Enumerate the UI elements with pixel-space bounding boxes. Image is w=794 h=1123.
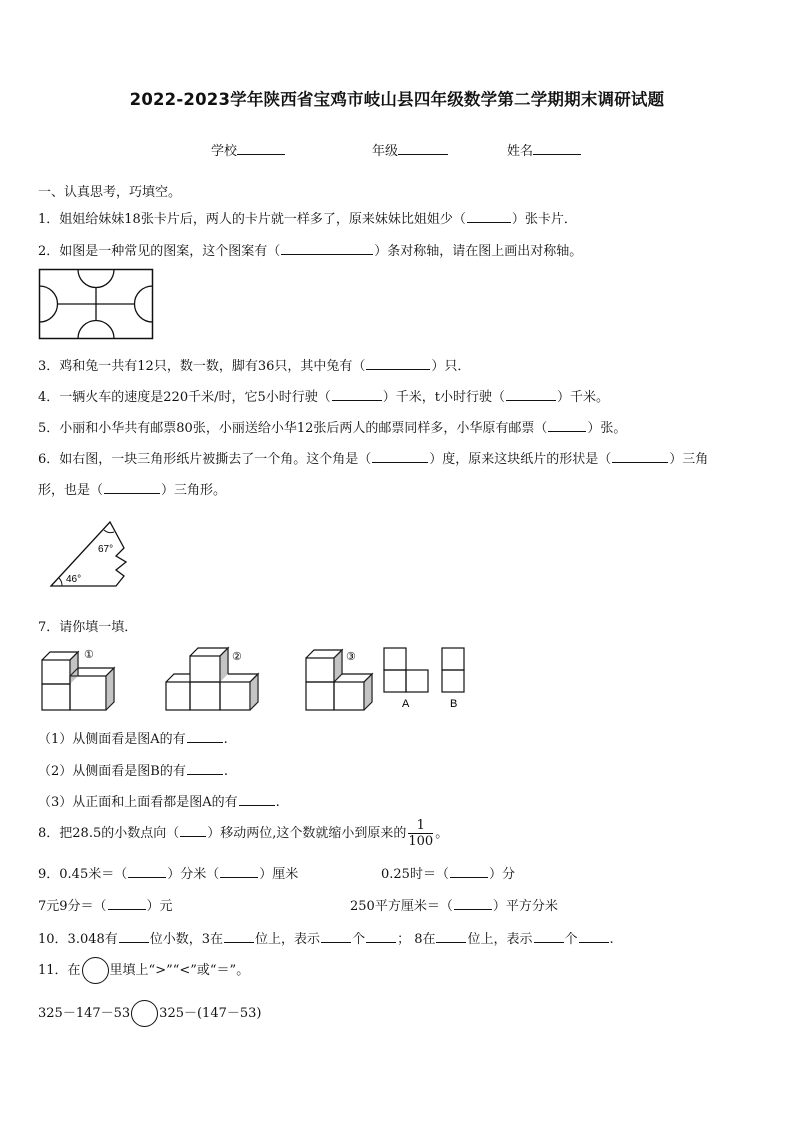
q6-blank-3[interactable] <box>104 481 160 494</box>
q4-blank-2[interactable] <box>506 388 556 401</box>
question-11-expression: 325－147－53 325－(147－53) <box>38 1000 261 1027</box>
q10-blank-3[interactable] <box>321 930 351 943</box>
question-7-3: （3）从正面和上面看都是图A的有 . <box>38 795 280 810</box>
section-heading: 一、认真思考，巧填空。 <box>38 185 182 200</box>
school-field[interactable] <box>211 140 285 159</box>
q4-blank-1[interactable] <box>332 388 382 401</box>
name-blank[interactable] <box>533 141 581 155</box>
q10-blank-1[interactable] <box>119 930 149 943</box>
question-9-row-1: 9．0.45米＝（ ）分米（ ）厘米 <box>38 867 299 882</box>
question-7: 7．请你填一填． <box>38 620 138 635</box>
question-8: 8．把28.5的小数点向（ ）移动两位,这个数就缩小到原来的 $\frac{1}{100}$ 。 <box>38 818 449 849</box>
q5-blank[interactable] <box>548 419 586 432</box>
cube-views-figure <box>40 644 470 714</box>
q7-2-blank[interactable] <box>187 762 223 775</box>
figure-3-label: ③ <box>346 651 356 663</box>
question-9-row-1-right: 0.25时＝（ ）分 <box>381 867 515 882</box>
grade-field[interactable] <box>372 140 448 159</box>
page-title: 2022-2023学年陕西省宝鸡市岐山县四年级数学第二学期期末调研试题 <box>129 90 665 109</box>
q10-blank-4[interactable] <box>366 930 396 943</box>
q10-blank-5[interactable] <box>436 930 466 943</box>
q9-blank-5[interactable] <box>454 897 492 910</box>
question-10: 10．3.048有 位小数，3在 位上，表示 个 ； 8在 位上，表示 个 . <box>38 932 614 947</box>
q3-blank[interactable] <box>366 357 430 370</box>
q8-blank[interactable] <box>180 824 206 837</box>
compare-circle-answer[interactable] <box>131 1000 158 1027</box>
question-3: 3．鸡和兔一共有12只，数一数，脚有36只，其中兔有（ ）只． <box>38 359 471 374</box>
question-11: 11．在 里填上“>”“<”或“＝”。 <box>38 957 249 984</box>
q2-blank[interactable] <box>281 242 373 255</box>
view-b-label: B <box>450 698 458 710</box>
grade-label: 年级 <box>372 144 399 159</box>
q6-blank-1[interactable] <box>372 450 428 463</box>
q9-blank-1[interactable] <box>128 865 166 878</box>
figure-2-label: ② <box>232 651 242 663</box>
grade-blank[interactable] <box>398 141 448 155</box>
question-9-row-2-right: 250平方厘米＝（ ）平方分米 <box>350 899 558 914</box>
fraction-one-hundredth: $\frac{1}{100}$ <box>408 818 434 849</box>
question-4: 4．一辆火车的速度是220千米/时，它5小时行驶（ ）千米，t小时行驶（ ）千米。 <box>38 390 609 405</box>
q7-3-blank[interactable] <box>239 793 275 806</box>
angle-46-label: 46° <box>66 574 82 585</box>
question-1: 1．姐姐给妹妹18张卡片后，两人的卡片就一样多了，原来妹妹比姐姐少（ ）张卡片． <box>38 212 577 227</box>
q9-blank-3[interactable] <box>450 865 488 878</box>
view-a-label: A <box>402 698 410 710</box>
symmetry-pattern-figure <box>38 268 154 340</box>
figure-1-label: ① <box>84 649 94 661</box>
question-7-1: （1）从侧面看是图A的有 . <box>38 732 228 747</box>
q10-blank-7[interactable] <box>579 930 609 943</box>
question-6: 6．如右图，一块三角形纸片被撕去了一个角。这个角是（ ）度，原来这块纸片的形状是（ ）三角 <box>38 452 709 467</box>
compare-circle-example <box>82 957 109 984</box>
q9-blank-2[interactable] <box>220 865 258 878</box>
name-field[interactable] <box>507 140 581 159</box>
q6-blank-2[interactable] <box>612 450 668 463</box>
question-7-2: （2）从侧面看是图B的有 . <box>38 764 228 779</box>
question-5: 5．小丽和小华共有邮票80张，小丽送给小华12张后两人的邮票同样多，小华原有邮票（ ）张。 <box>38 421 627 436</box>
q10-blank-2[interactable] <box>224 930 254 943</box>
school-label: 学校 <box>211 144 238 159</box>
question-2: 2．如图是一种常见的图案，这个图案有（ ）条对称轴，请在图上画出对称轴。 <box>38 244 583 259</box>
question-6-cont: 形，也是（ ）三角形。 <box>38 483 227 498</box>
q7-1-blank[interactable] <box>187 730 223 743</box>
name-label: 姓名 <box>507 144 534 159</box>
q9-blank-4[interactable] <box>108 897 146 910</box>
q1-blank[interactable] <box>467 210 511 223</box>
question-9-row-2: 7元9分＝（ ）元 <box>38 899 173 914</box>
angle-67-label: 67° <box>98 544 114 555</box>
torn-triangle-figure <box>48 518 134 590</box>
q10-blank-6[interactable] <box>534 930 564 943</box>
school-blank[interactable] <box>237 141 285 155</box>
